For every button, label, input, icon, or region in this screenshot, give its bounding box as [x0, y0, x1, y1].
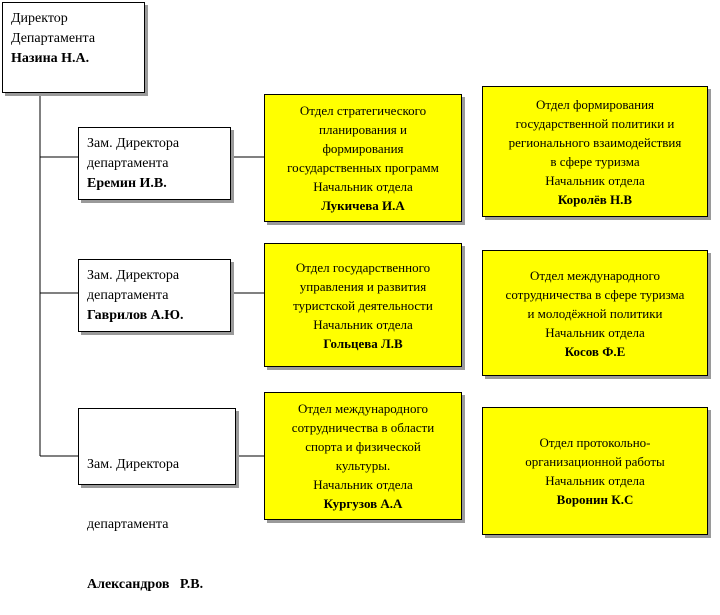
department-line: планирования и	[319, 122, 407, 137]
department-line: туристской деятельности	[293, 297, 433, 313]
deputy-box-2	[78, 259, 231, 332]
deputy-title-line2: департамента	[87, 156, 169, 171]
department-head-name: Гольцева Л.В	[323, 335, 403, 351]
department-box-protocol	[482, 407, 708, 535]
department-line: формирования	[322, 141, 404, 156]
department-line: Отдел государственного	[295, 259, 431, 275]
department-head-name: Воронин К.С	[556, 492, 634, 507]
department-box-policy-formation	[482, 86, 708, 217]
department-line: Отдел стратегического	[299, 103, 427, 118]
department-line: государственных программ	[287, 160, 439, 175]
department-line: управления и развития	[299, 278, 427, 294]
director-box	[2, 2, 145, 93]
department-line: сотрудничества в области	[291, 420, 435, 435]
department-head-label: Начальник отдела	[545, 324, 645, 340]
department-line: в сфере туризма	[550, 153, 640, 169]
deputy-title-line2: департамента	[87, 517, 169, 532]
department-box-sport-cooperation	[264, 392, 462, 520]
department-head-label: Начальник отдела	[545, 172, 645, 188]
department-box-strategic-planning	[264, 94, 462, 222]
deputy-name: Александров Р.В.	[87, 577, 204, 592]
department-head-label: Начальник отдела	[545, 473, 645, 488]
department-line: регионального взаимодействия	[508, 134, 682, 150]
deputy-name: Еремин И.В.	[87, 176, 167, 191]
department-head-label: Начальник отдела	[313, 179, 413, 194]
director-title-line2: Департамента	[11, 31, 96, 46]
department-line: сотрудничества в сфере туризма	[505, 286, 685, 302]
deputy-name: Гаврилов А.Ю.	[87, 308, 184, 323]
department-line: культуры.	[335, 458, 391, 473]
department-line: Отдел международного	[529, 267, 661, 283]
department-line: Отдел формирования	[535, 96, 655, 112]
department-line: Отдел международного	[297, 401, 429, 416]
department-head-name: Кургузов А.А	[323, 496, 403, 511]
department-head-name: Королёв Н.В	[557, 191, 633, 207]
deputy-box-1	[78, 127, 231, 200]
department-head-name: Косов Ф.Е	[564, 343, 626, 359]
department-line: и молодёжной политики	[527, 305, 663, 321]
deputy-title-line1: Зам. Директора	[87, 136, 180, 151]
deputy-title-line1: Зам. Директора	[87, 457, 180, 472]
department-head-label: Начальник отдела	[313, 477, 413, 492]
director-name: Назина Н.А.	[11, 51, 90, 66]
department-head-label: Начальник отдела	[313, 316, 413, 332]
department-line: Отдел протокольно-	[539, 435, 651, 450]
department-head-name: Лукичева И.А	[321, 198, 405, 213]
department-line: государственной политики и	[515, 115, 675, 131]
department-line: организационной работы	[525, 454, 665, 469]
department-box-state-administration	[264, 243, 462, 367]
department-box-international-tourism	[482, 250, 708, 376]
deputy-title-line1: Зам. Директора	[87, 268, 180, 283]
deputy-box-3	[78, 408, 236, 592]
department-line: спорта и физической	[305, 439, 421, 454]
deputy-title-line2: департамента	[87, 288, 169, 303]
director-title-line1: Директор	[11, 11, 68, 26]
